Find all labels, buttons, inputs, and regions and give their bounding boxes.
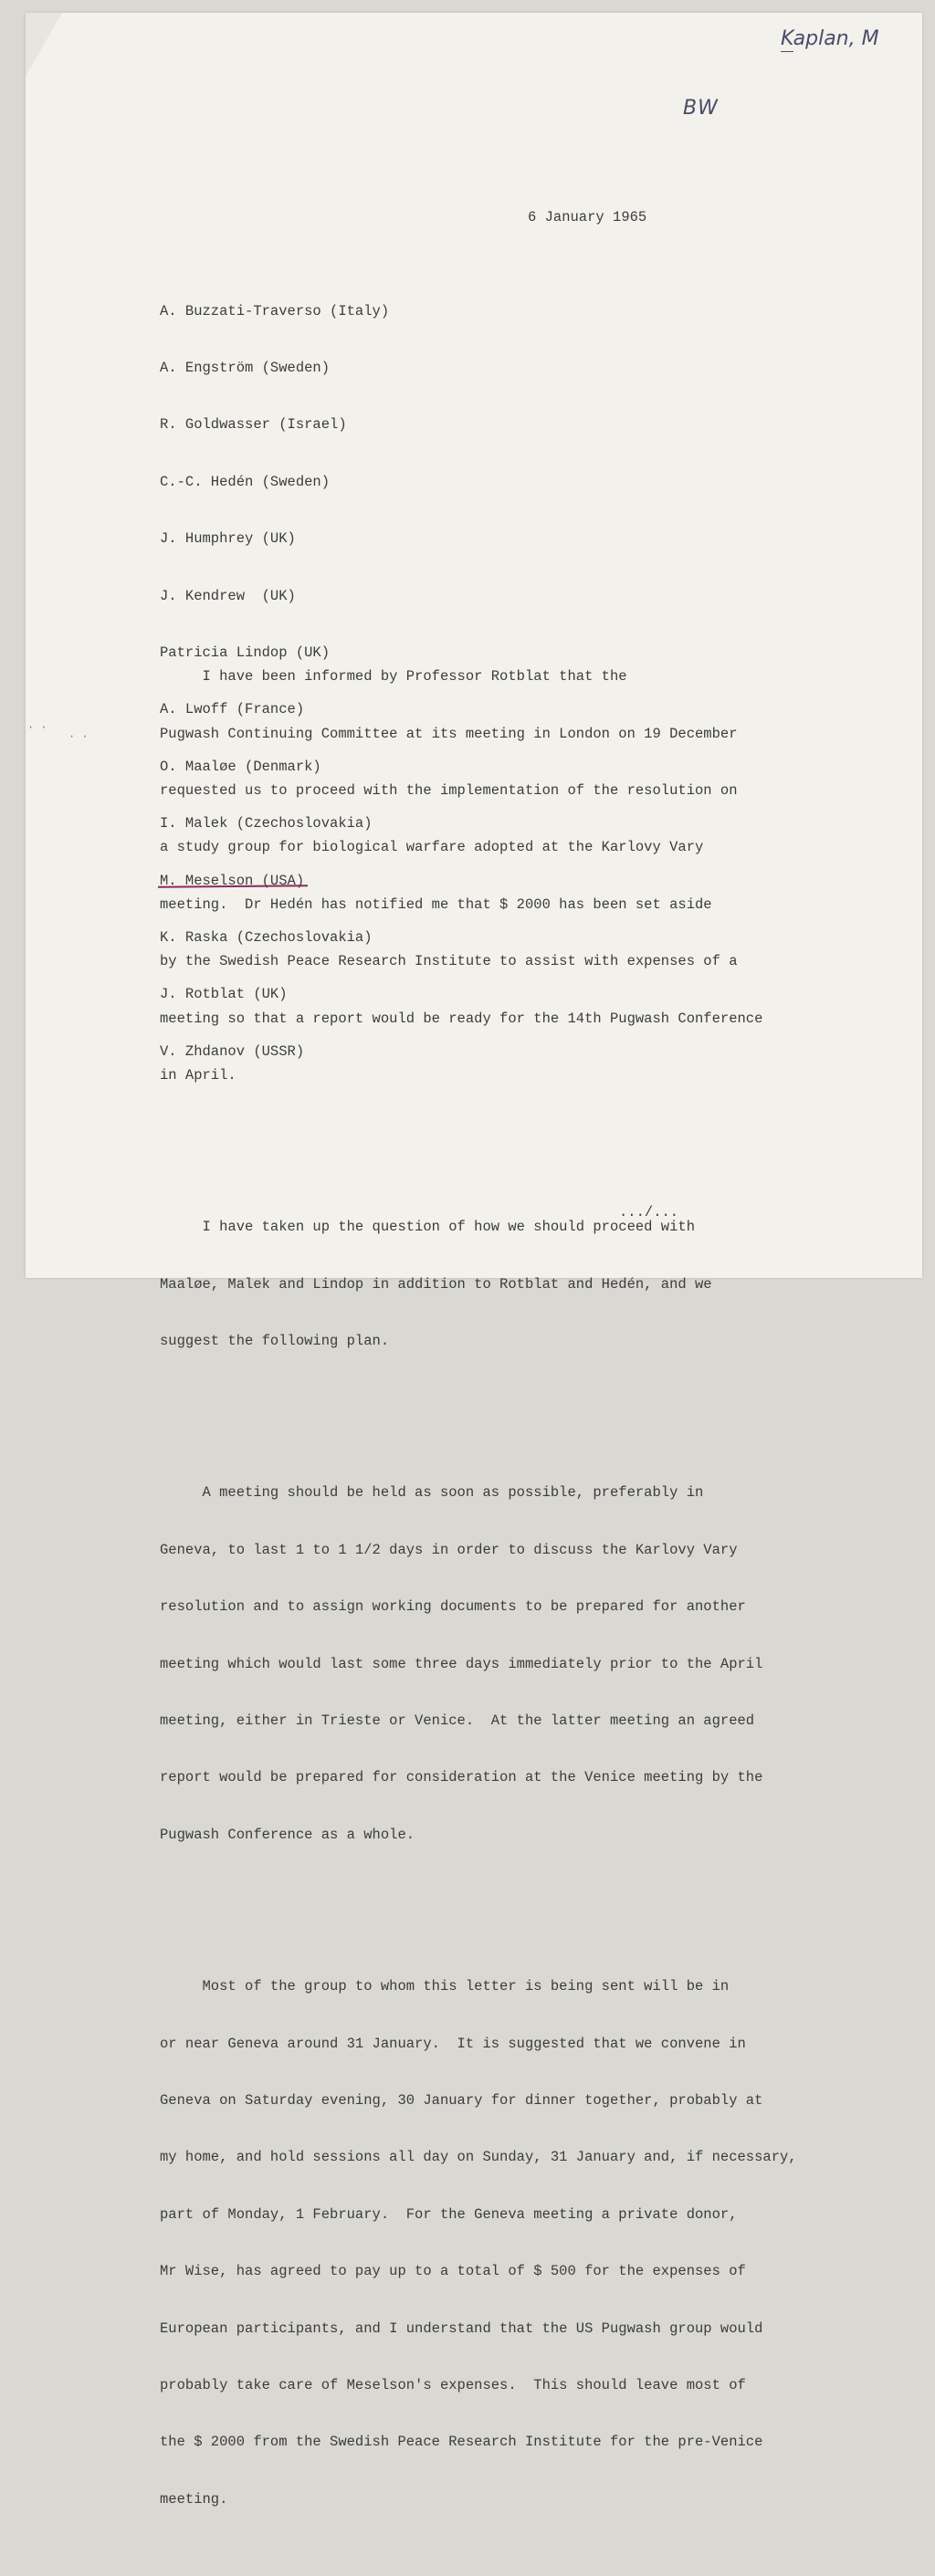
recipient: J. Humphrey (UK): [160, 530, 296, 548]
handwritten-name: Kaplan, M: [781, 27, 879, 50]
underlined-recipient-name: M. Meselson (USA): [160, 872, 305, 889]
body-line: probably take care of Meselson's expenses. This should leave most of: [160, 2376, 746, 2393]
recipient: J. Kendrew (UK): [160, 587, 296, 604]
body-line: I have taken up the question of how we should proceed with: [160, 1219, 695, 1236]
body-line: meeting, either in Trieste or Venice. At the latter meeting an agreed: [160, 1712, 755, 1730]
recipient: C.-C. Hedén (Sweden): [160, 473, 331, 490]
recipient: K. Raska (Czechoslovakia): [160, 928, 373, 946]
body-line: meeting which would last some three days immediately prior to the April: [160, 1655, 763, 1672]
paragraph-4: [160, 1940, 835, 2548]
letter-body: [160, 592, 835, 2576]
recipient: A. Lwoff (France): [160, 701, 305, 718]
body-line: by the Swedish Peace Research Institute to assist with expenses of a: [160, 953, 738, 970]
paper-speck: · ·: [68, 730, 89, 743]
body-line: suggest the following plan.: [160, 1333, 390, 1350]
body-line: Pugwash Continuing Committee at its meeting in London on 19 December: [160, 725, 738, 742]
body-line: Maaløe, Malek and Lindop in addition to Rotblat and Hedén, and we: [160, 1275, 712, 1293]
letter-date: 6 January 1965: [528, 209, 647, 225]
body-line: resolution and to assign working documents to be prepared for another: [160, 1598, 746, 1616]
paragraph-2: [160, 1180, 835, 1389]
body-line: Geneva on Saturday evening, 30 January for dinner together, probably at: [160, 2091, 763, 2109]
body-line: meeting so that a report would be ready for the 14th Pugwash Conference: [160, 1010, 763, 1027]
body-line: European participants, and I understand that the US Pugwash group would: [160, 2319, 763, 2337]
handwritten-initials: BW: [683, 97, 719, 120]
recipient: A. Buzzati-Traverso (Italy): [160, 302, 390, 319]
recipient: I. Malek (Czechoslovakia): [160, 815, 373, 832]
folded-corner: [26, 13, 62, 77]
recipient: Patricia Lindop (UK): [160, 644, 331, 661]
body-line: Geneva, to last 1 to 1 1/2 days in order to discuss the Karlovy Vary: [160, 1541, 738, 1558]
body-line: the $ 2000 from the Swedish Peace Research Institute for the pre-Venice: [160, 2434, 763, 2451]
recipient: V. Zhdanov (USSR): [160, 1042, 305, 1060]
body-line: in April.: [160, 1066, 236, 1084]
body-line: requested us to proceed with the implementation of the resolution on: [160, 781, 738, 799]
body-line: Most of the group to whom this letter is being sent will be in: [160, 1978, 730, 1995]
body-line: my home, and hold sessions all day on Sunday, 31 January and, if necessary,: [160, 2149, 797, 2166]
recipient: R. Goldwasser (Israel): [160, 416, 347, 434]
body-line: report would be prepared for consideration at the Venice meeting by the: [160, 1769, 763, 1786]
body-line: Mr Wise, has agreed to pay up to a total of $ 500 for the expenses of: [160, 2263, 746, 2280]
body-line: I have been informed by Professor Rotblat that the: [160, 668, 627, 686]
recipient: O. Maaløe (Denmark): [160, 758, 321, 775]
body-line: Pugwash Conference as a whole.: [160, 1826, 415, 1843]
paragraph-3: [160, 1446, 835, 1882]
body-line: part of Monday, 1 February. For the Geneva meeting a private donor,: [160, 2205, 738, 2223]
paragraph-1: [160, 630, 835, 1124]
body-line: A meeting should be held as soon as possible, preferably in: [160, 1484, 704, 1502]
paper-speck: · ·: [27, 721, 47, 734]
body-line: or near Geneva around 31 January. It is suggested that we convene in: [160, 2035, 746, 2052]
continued-marker: .../...: [619, 1204, 679, 1220]
recipient: A. Engström (Sweden): [160, 359, 331, 376]
body-line: meeting.: [160, 2490, 228, 2508]
body-line: meeting. Dr Hedén has notified me that $ 2000 has been set aside: [160, 895, 712, 913]
recipient: J. Rotblat (UK): [160, 986, 288, 1003]
body-line: a study group for biological warfare adopted at the Karlovy Vary: [160, 839, 704, 856]
